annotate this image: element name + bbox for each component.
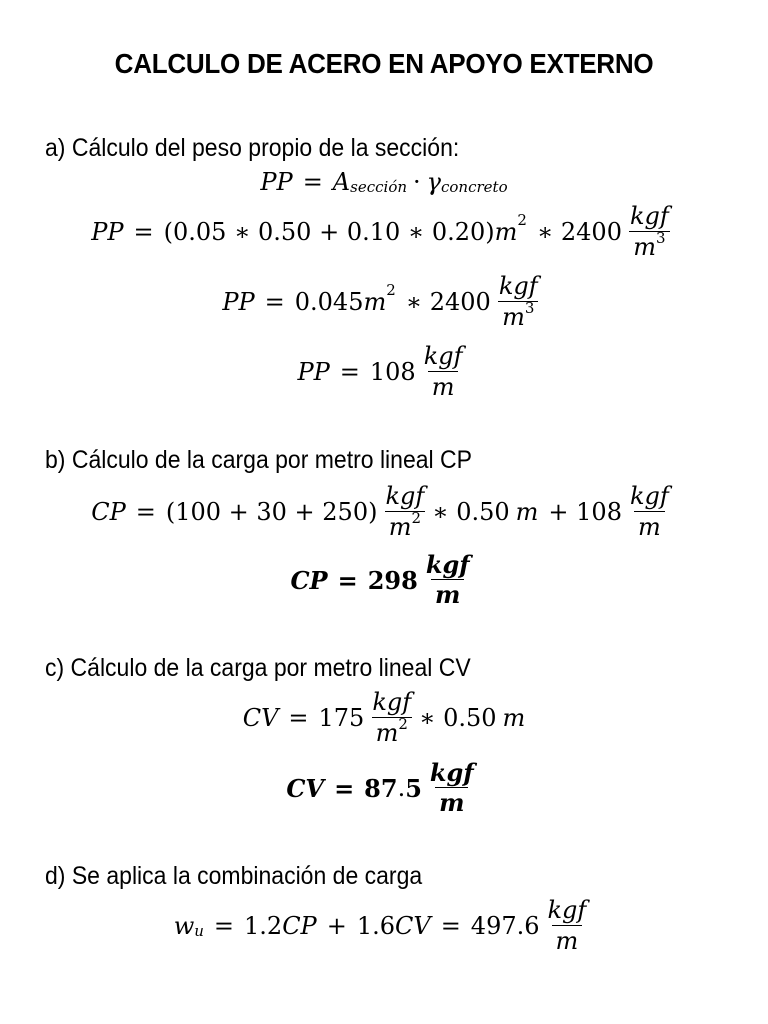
eq-d1-op: = <box>213 912 235 941</box>
eq-d1-num: kgf <box>547 896 587 924</box>
eq-c2-val-frac: 5 <box>405 773 422 803</box>
eq-b1-num1: kgf <box>385 482 425 510</box>
eq-d1-den: m <box>552 925 583 954</box>
eq-a3-fraction <box>495 274 542 331</box>
equation-a3: PP = 0.045 m $^2$ ∗ 2400 $\frac{\text{kgf}}{m^3}$ <box>0 274 768 331</box>
equation-a2: PP = (0.05 ∗ 0.50 + 0.10 ∗ 0.20) m $^2$ ∗ 2400 $\frac{\text{kgf}}{m^3}$ <box>0 204 768 261</box>
eq-a3-times: ∗ 2400 <box>405 288 491 317</box>
eq-d1-eq2: = <box>440 912 461 941</box>
eq-a4-den: m <box>428 371 459 400</box>
eq-d1-v2: CV <box>394 912 431 941</box>
section-a-heading: a) Cálculo del peso propio de la sección: <box>45 134 460 162</box>
eq-c1-tail: ∗ 0.50 <box>419 704 497 733</box>
eq-b1-mid: ∗ 0.50 <box>432 498 510 527</box>
eq-a2-op: = <box>133 218 154 247</box>
eq-c1-den: $m^2$ <box>372 717 412 746</box>
equation-d1: w $_u$ = 1.2 CP + 1.6 CV = 497.6 $\frac{\text{kgf}}{m}$ <box>0 898 768 955</box>
eq-a1-dot: · <box>413 168 421 196</box>
eq-a2-num: kgf <box>629 202 669 230</box>
eq-c1-lhs: CV <box>242 704 279 733</box>
eq-a1-gamma: γ <box>426 168 441 196</box>
eq-a3-den: $m^3$ <box>498 301 538 330</box>
eq-a2-times: ∗ 2400 <box>536 218 622 247</box>
eq-b2-lhs: CP <box>290 565 328 595</box>
eq-b1-expr: (100 + 30 + 250) <box>165 498 378 527</box>
eq-c2-fraction <box>426 760 478 817</box>
eq-b1-lhs: CP <box>91 498 126 527</box>
equation-a4 <box>0 344 768 401</box>
eq-b1-op: = <box>135 498 156 527</box>
eq-b1-den1: $m^2$ <box>385 511 425 540</box>
eq-a2-den: $m^3$ <box>629 231 669 260</box>
eq-b1-unit: m <box>515 498 539 527</box>
eq-c2-op: = <box>334 773 355 803</box>
eq-a3-val: 0.045 <box>294 288 364 317</box>
eq-a3-op: = <box>264 288 285 317</box>
eq-c2-den: m <box>435 787 468 816</box>
eq-a3-m: m <box>363 288 387 317</box>
eq-d1-fraction <box>544 898 591 955</box>
eq-a4-num: kgf <box>423 342 463 370</box>
equation-b2-result <box>0 552 768 609</box>
eq-b1-plus: + 108 <box>548 498 622 527</box>
eq-c1-num: kgf <box>372 688 412 716</box>
eq-b2-num: kgf <box>425 550 470 579</box>
eq-a2-m: m <box>494 218 518 247</box>
eq-a4-fraction <box>420 344 467 401</box>
eq-d1-plus: + <box>326 912 347 941</box>
eq-a2-lhs: PP <box>91 218 124 247</box>
eq-b2-val: 298 <box>367 565 418 595</box>
page-title: CALCULO DE ACERO EN APOYO EXTERNO <box>114 48 654 79</box>
eq-a1-area: A <box>332 168 351 196</box>
eq-d1-v1: CP <box>282 912 317 941</box>
section-b-heading: b) Cálculo de la carga por metro lineal CP <box>45 446 472 474</box>
eq-b1-den2: m <box>634 511 665 540</box>
eq-c2-lhs: CV <box>286 773 325 803</box>
eq-d1-c2: 1.6 <box>356 912 395 941</box>
eq-b1-fraction-2 <box>626 484 673 541</box>
eq-d1-w: w <box>173 912 195 941</box>
eq-c1-op: = <box>288 704 309 733</box>
eq-b1-fraction-1 <box>381 484 428 541</box>
eq-a1-lhs: PP <box>260 168 293 196</box>
eq-c1-fraction <box>368 690 415 747</box>
eq-c2-num: kgf <box>429 758 474 787</box>
eq-c1-val: 175 <box>318 704 365 733</box>
equation-c1 <box>0 690 768 747</box>
eq-a4-lhs: PP <box>297 358 330 387</box>
eq-a3-num: kgf <box>498 272 538 300</box>
eq-c2-val-dot: . <box>397 774 406 803</box>
eq-d1-c1: 1.2 <box>244 912 283 941</box>
eq-a3-lhs: PP <box>222 288 255 317</box>
eq-b2-op: = <box>337 565 358 595</box>
eq-a1-op: = <box>302 168 323 196</box>
equation-a1: PP = A $_{sección}$ · γ $_{concreto}$ <box>260 168 508 196</box>
eq-d1-val: 497.6 <box>470 912 540 941</box>
eq-b1-num2: kgf <box>629 482 669 510</box>
eq-b2-fraction <box>422 552 474 609</box>
eq-c2-val-int: 87 <box>364 773 398 803</box>
eq-a2-fraction <box>626 204 673 261</box>
eq-a4-val: 108 <box>369 358 416 387</box>
eq-b2-den: m <box>431 579 464 608</box>
eq-a4-op: = <box>339 358 360 387</box>
equation-b1 <box>0 484 768 541</box>
equation-c2-result <box>0 760 768 817</box>
eq-c1-unit: m <box>502 704 526 733</box>
eq-a2-expr: (0.05 ∗ 0.50 + 0.10 ∗ 0.20) <box>163 218 495 247</box>
section-c-heading: c) Cálculo de la carga por metro lineal CV <box>45 654 471 682</box>
section-d-heading: d) Se aplica la combinación de carga <box>45 862 423 890</box>
